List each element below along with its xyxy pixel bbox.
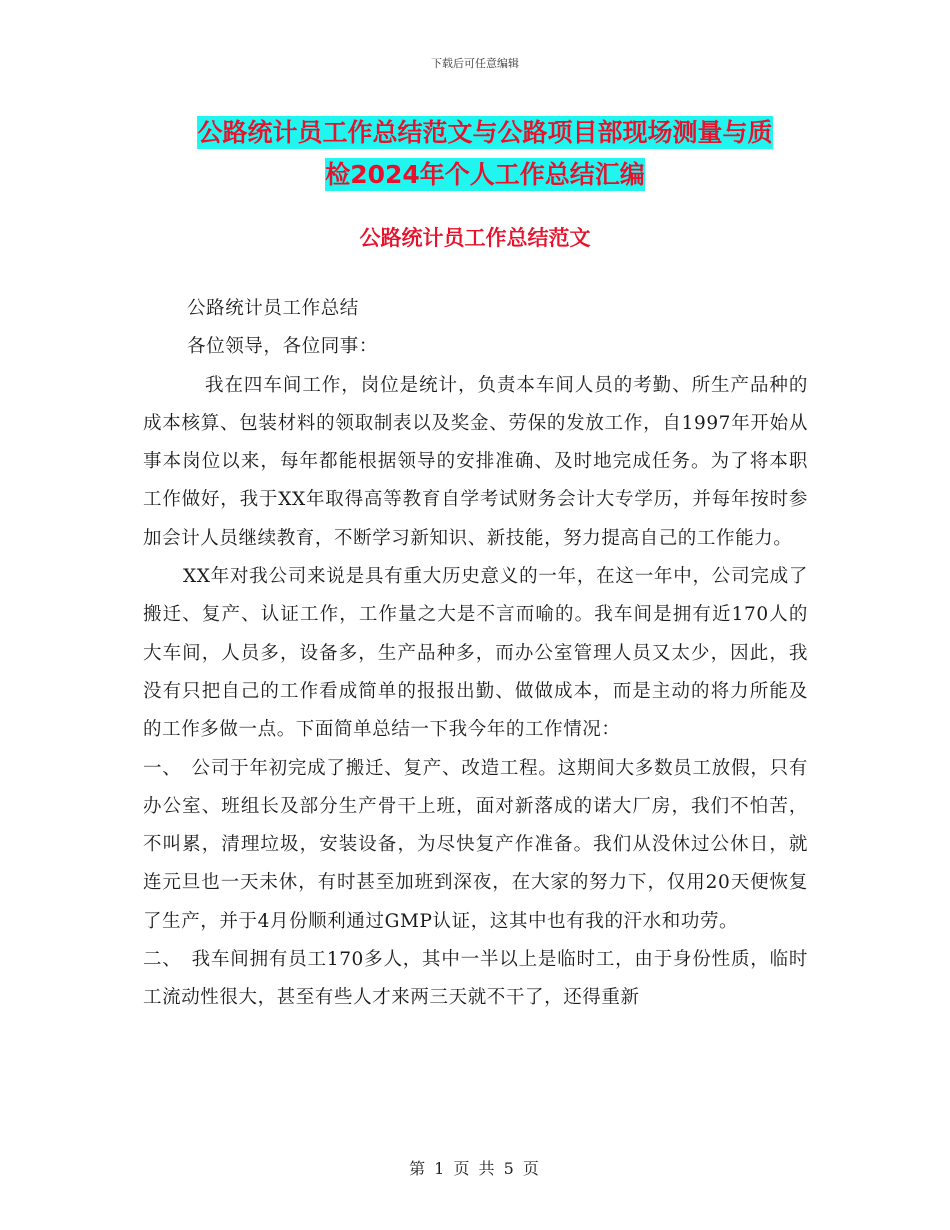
document-title — [140, 112, 830, 196]
paragraph-salutation: 各位领导，各位同事： — [187, 336, 379, 358]
paragraph-year-review: XX年对我公司来说是具有重大历史意义的一年，在这一年中，公司完成了搬迁、复产、认证工作，工作量之大是不言而喻的。我车间是拥有近170人的大车间，人员多，设备多，生产品种多，而办公室管理人员又太少，因此，我没有只把自己的工作看成简单的报报出勤、做做成本，而是主动的将力所能及的工作多做一点。下面简单总结一下我今年的工作情况： — [143, 566, 808, 741]
document-body — [143, 290, 808, 1018]
page-header-note: 下载后可任意编辑 — [431, 57, 519, 70]
paragraph-heading: 公路统计员工作总结 — [187, 298, 359, 319]
paragraph-intro: 我在四车间工作，岗位是统计，负责本车间人员的考勤、所生产品种的成本核算、包装材料的领取制表以及奖金、劳保的发放工作，自1997年开始从事本岗位以来，每年都能根据领导的安排准确、及时地完成任务。为了将本职工作做好，我于XX年取得高等教育自学考试财务会计大专学历，并每年按时参加会计人员继续教育，不断学习新知识、新技能，努力提高自己的工作能力。 — [143, 374, 808, 549]
section-title: 公路统计员工作总结范文 — [359, 226, 591, 250]
document-title-line-2: 检2024年个人工作总结汇编 — [325, 160, 645, 189]
document-title-line-1: 公路统计员工作总结范文与公路项目部现场测量与质 — [197, 118, 773, 147]
page-number: 第 1 页 共 5 页 — [409, 1159, 541, 1178]
paragraph-item-2: 二、 我车间拥有员工170多人，其中一半以上是临时工，由于身份性质，临时工流动性很大，甚至有些人才来两三天就不干了，还得重新 — [143, 949, 808, 1009]
paragraph-item-1: 一、 公司于年初完成了搬迁、复产、改造工程。这期间大多数员工放假，只有办公室、班组长及部分生产骨干上班，面对新落成的诺大厂房，我们不怕苦，不叫累，清理垃圾，安装设备，为尽快复产作准备。我们从没休过公休日，就连元旦也一天未休，有时甚至加班到深夜，在大家的努力下，仅用20天便恢复了生产，并于4月份顺利通过GMP认证，这其中也有我的汗水和功劳。 — [143, 757, 808, 932]
